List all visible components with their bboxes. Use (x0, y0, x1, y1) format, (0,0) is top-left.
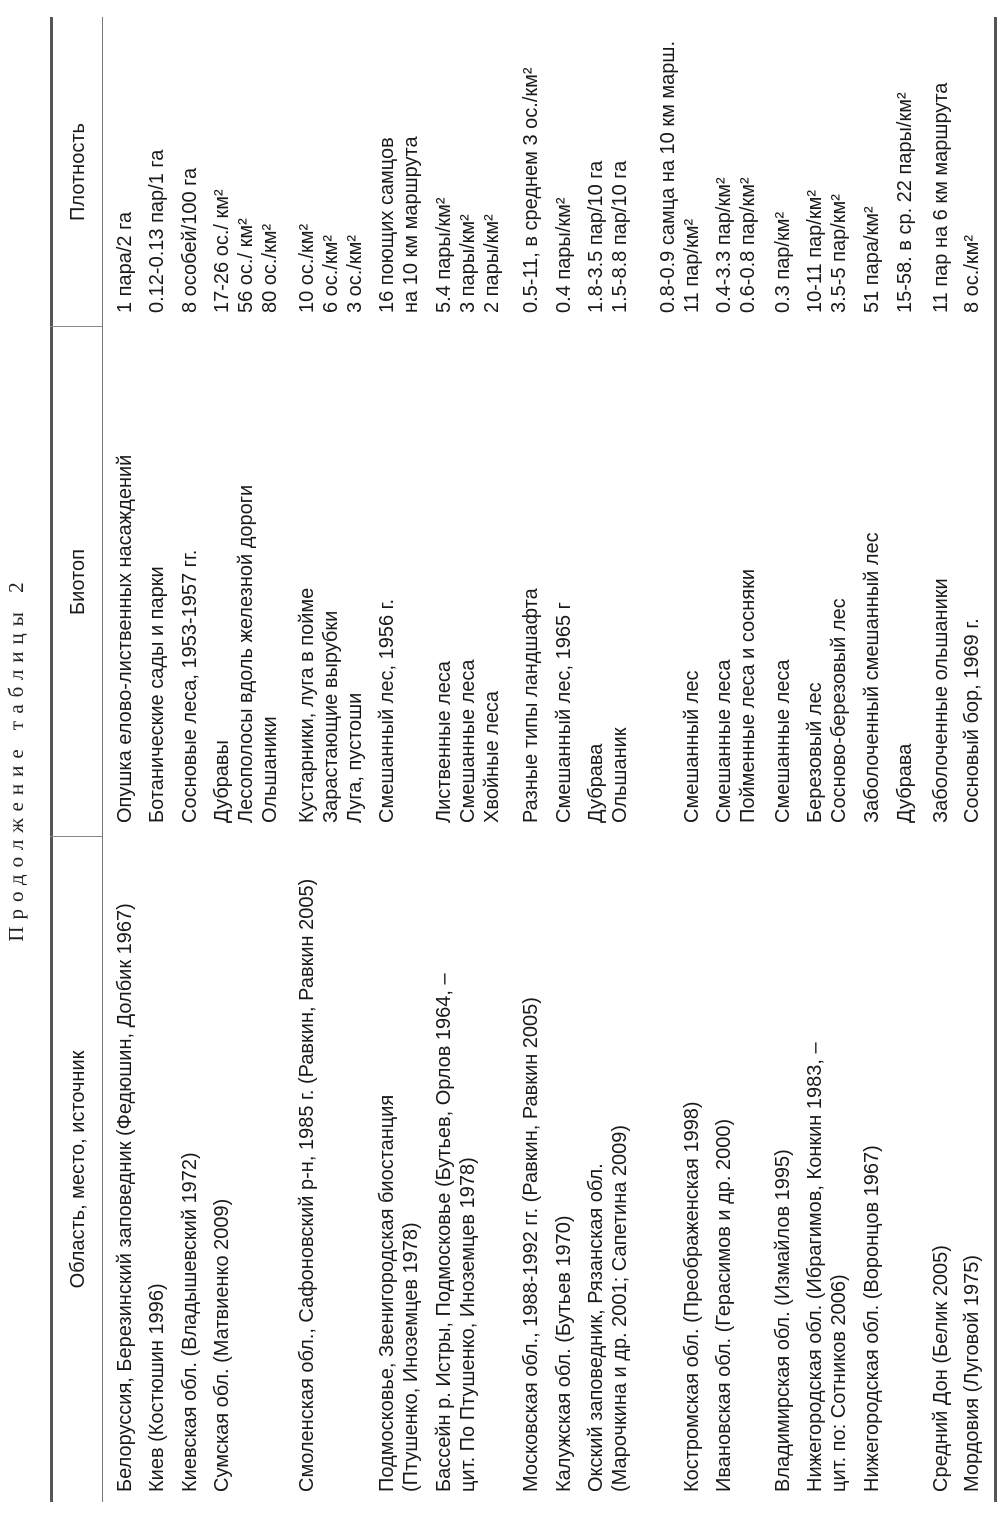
cell-region: Ивановская обл. (Герасимов и др. 2000) (713, 1118, 735, 1492)
cell-region: Мордовия (Луговой 1975) (961, 1254, 983, 1492)
cell-biotope: Березовый лес Сосново-березовый лес (804, 598, 850, 823)
cell-density: 11 пар на 6 км маршрута (930, 82, 952, 313)
cell-biotope: Разные типы ландшафта (520, 588, 542, 823)
cell-region: Бассейн р. Истры, Подмосковье (Бутьев, Орлов 1964, – цит. По Птушенко, Иноземцев 1978) (433, 973, 479, 1492)
cell-biotope: Заболоченные ольшаники (930, 578, 952, 823)
cell-biotope: Опушка елово-лиственных насаждений (114, 454, 136, 823)
cell-region: Киев (Костюшин 1996) (146, 1283, 168, 1492)
column-header-region: Область, место, источник (67, 1050, 89, 1289)
cell-biotope: Дубрава (894, 743, 916, 823)
cell-density: 5.4 пары/км² 3 пары/км² 2 пары/км² (433, 197, 503, 313)
cell-biotope: Сосновые леса, 1953-1957 гг. (179, 549, 201, 823)
cell-region: Калужская обл. (Бутьев 1970) (553, 1215, 575, 1492)
cell-density: 1.8-3.5 пар/10 га 1.5-8.8 пар/10 га 0.8-0.9 самца на 10 км марш. (585, 40, 679, 313)
cell-biotope: Смешанный лес, 1965 г (553, 602, 575, 823)
cell-region: Средний Дон (Белик 2005) (930, 1245, 952, 1492)
cell-biotope: Смешанный лес (681, 670, 703, 823)
table-caption: Продолжение таблицы 2 (4, 575, 28, 942)
cell-region: Белоруссия, Березинский заповедник (Федюшин, Долбик 1967) (114, 903, 136, 1492)
cell-region: Владимирская обл. (Измайлов 1995) (772, 1149, 794, 1492)
cell-region: Московская обл., 1988-1992 гг. (Равкин, Равкин 2005) (520, 997, 542, 1492)
cell-region: Сумская обл. (Матвиенко 2009) (211, 1198, 233, 1492)
column-header-density: Плотность (67, 123, 89, 221)
cell-biotope: Сосновый бор, 1969 г. (961, 618, 983, 823)
cell-density: 10-11 пар/км² 3.5-5 пар/км² (804, 189, 850, 313)
header-rule (102, 17, 103, 1502)
cell-biotope: Ботанические сады и парки (146, 566, 168, 823)
cell-biotope: Кустарники, луга в пойме Зарастающие вырубки Луга, пустоши (296, 587, 366, 823)
cell-density: 51 пара/км² (861, 206, 883, 313)
cell-density: 0.3 пар/км² (772, 211, 794, 313)
cell-biotope: Заболоченный смешанный лес (861, 532, 883, 823)
cell-biotope: Смешанные леса Пойменные леса и сосняки (713, 568, 759, 823)
cell-density: 8 особей/100 га (179, 167, 201, 313)
cell-density: 0.4-3.3 пар/км² 0.6-0.8 пар/км² (713, 177, 759, 313)
cell-density: 0.4 пары/км² (553, 197, 575, 313)
cell-density: 11 пар/км² (681, 218, 703, 313)
bottom-rule (994, 17, 997, 1502)
cell-biotope: Смешанный лес, 1956 г. (376, 598, 398, 823)
cell-region: Окский заповедник, Рязанская обл. (Марочкина и др. 2001; Сапетина 2009) (585, 1124, 631, 1492)
cell-density: 0.5-11, в среднем 3 ос./км² (520, 67, 542, 313)
cell-density: 0.12-0.13 пар/1 га (146, 149, 168, 313)
top-rule (50, 17, 53, 1502)
cell-density: 1 пара/2 га (114, 211, 136, 313)
cell-biotope: Дубравы Лесополосы вдоль железной дороги Ольшаники (211, 484, 281, 823)
cell-biotope: Дубрава Ольшаник (585, 727, 631, 823)
cell-region: Смоленская обл., Сафоновский р-н, 1985 г. (Равкин, Равкин 2005) (296, 878, 318, 1492)
cell-density: 16 поющих самцов на 10 км маршрута (376, 136, 422, 313)
cell-region: Нижегородская обл. (Воронцов 1967) (861, 1145, 883, 1492)
cell-region: Киевская обл. (Владышевский 1972) (179, 1152, 201, 1492)
cell-biotope: Лиственные леса Смешанные леса Хвойные леса (433, 659, 503, 823)
cell-density: 8 ос./км² (961, 234, 983, 313)
cell-region: Подмосковье, Звенигородская биостанция (Птушенко, Иноземцев 1978) (376, 1094, 422, 1492)
cell-density: 15-58. в ср. 22 пары/км² (894, 92, 916, 313)
cell-biotope: Смешанные леса (772, 659, 794, 823)
column-header-biotope: Биотоп (67, 549, 89, 615)
cell-region: Нижегородская обл. (Ибрагимов, Конкин 1983, – цит. по: Сотников 2006) (804, 1042, 850, 1492)
cell-region: Костромская обл. (Преображенская 1998) (681, 1101, 703, 1492)
cell-density: 10 ос./км² 6 ос./км² 3 ос./км² (296, 223, 366, 313)
cell-density: 17-26 ос./ км² 56 ос./ км² 80 ос./км² (211, 189, 281, 313)
